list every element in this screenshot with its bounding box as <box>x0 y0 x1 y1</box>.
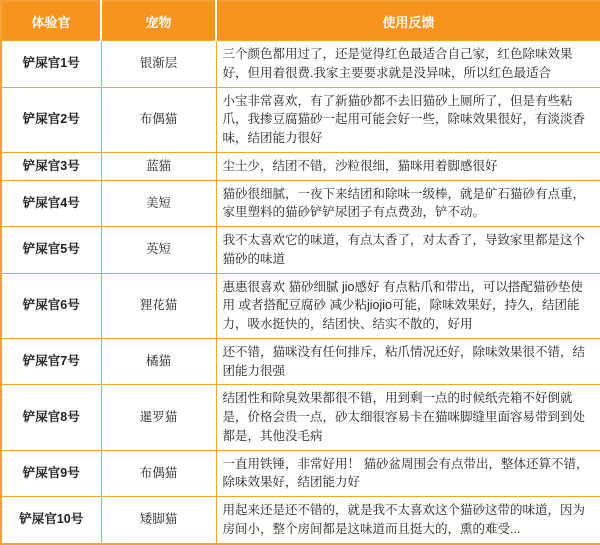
pet-cell: 蓝猫 <box>101 152 216 180</box>
feedback-table-body <box>1 41 600 544</box>
officer-cell: 铲屎官2号 <box>1 87 101 152</box>
table-row <box>1 497 600 544</box>
table-header <box>1 1 600 41</box>
pet-cell: 美短 <box>101 180 216 227</box>
pet-cell: 狸花猫 <box>101 273 216 338</box>
table-row <box>1 87 600 152</box>
feedback-cell: 用起来还是还不错的，就是我不太喜欢这个猫砂这带的味道，因为房间小，整个房间都是这味道而且挺大的，熏的难受... <box>216 497 600 544</box>
officer-cell: 铲屎官6号 <box>1 273 101 338</box>
column-header-feedback: 使用反馈 <box>216 1 600 41</box>
pet-cell: 橘猫 <box>101 338 216 385</box>
table-row <box>1 41 600 88</box>
feedback-cell: 惠惠很喜欢 猫砂细腻 jio感好 有点粘爪和带出，可以搭配猫砂垫使用 或者搭配豆腐砂 减少粘jiojio可能，除味效果好，持久，结团能力，吸水挺快的，结团快、结实不散的，好用 <box>216 273 600 338</box>
feedback-cell: 结团性和除臭效果都很不错，用到剩一点的时候纸壳箱不好倒就是，价格会贵一点，砂太细很容易卡在猫咪脚缝里面容易带到到处都是，其他没毛病 <box>216 385 600 450</box>
feedback-cell: 一直用铁锤，非常好用！ 猫砂盆周围会有点带出，整体还算不错，除味效果好，结团能力好 <box>216 450 600 497</box>
table-row <box>1 273 600 338</box>
pet-cell: 英短 <box>101 227 216 274</box>
feedback-cell: 小宝非常喜欢，有了新猫砂都不去旧猫砂上厕所了，但是有些粘爪，我掺豆腐猫砂一起用可能会好一些，除味效果很好，有淡淡香味，结团能力很好 <box>216 87 600 152</box>
officer-cell: 铲屎官8号 <box>1 385 101 450</box>
table-row <box>1 152 600 180</box>
feedback-cell: 还不错，猫咪没有任何排斥，粘爪情况还好，除味效果很不错，结团能力很强 <box>216 338 600 385</box>
feedback-cell: 三个颜色都用过了，还是觉得红色最适合自己家，红色除味效果好，但用着很费.我家主要要求就是没异味，所以红色最适合 <box>216 41 600 88</box>
feedback-cell: 猫砂很细腻，一夜下来结团和除味一级棒，就是矿石猫砂有点重，家里塑料的猫砂铲铲尿团子有点费劲，铲不动。 <box>216 180 600 227</box>
officer-cell: 铲屎官10号 <box>1 497 101 544</box>
feedback-cell: 尘土少，结团不错，沙粒很细，猫咪用着脚感很好 <box>216 152 600 180</box>
officer-cell: 铲屎官3号 <box>1 152 101 180</box>
officer-cell: 铲屎官5号 <box>1 227 101 274</box>
feedback-cell: 我不太喜欢它的味道，有点太香了，对太香了，导致家里都是这个猫砂的味道 <box>216 227 600 274</box>
pet-cell: 银渐层 <box>101 41 216 88</box>
table-row <box>1 338 600 385</box>
column-header-officer: 体验官 <box>1 1 101 41</box>
table-row <box>1 180 600 227</box>
pet-cell: 布偶猫 <box>101 450 216 497</box>
officer-cell: 铲屎官9号 <box>1 450 101 497</box>
table-row <box>1 385 600 450</box>
column-header-pet: 宠物 <box>101 1 216 41</box>
table-row <box>1 227 600 274</box>
officer-cell: 铲屎官1号 <box>1 41 101 88</box>
officer-cell: 铲屎官4号 <box>1 180 101 227</box>
header-row <box>1 1 600 41</box>
pet-cell: 矮脚猫 <box>101 497 216 544</box>
table-row <box>1 450 600 497</box>
officer-cell: 铲屎官7号 <box>1 338 101 385</box>
pet-cell: 暹罗猫 <box>101 385 216 450</box>
pet-cell: 布偶猫 <box>101 87 216 152</box>
